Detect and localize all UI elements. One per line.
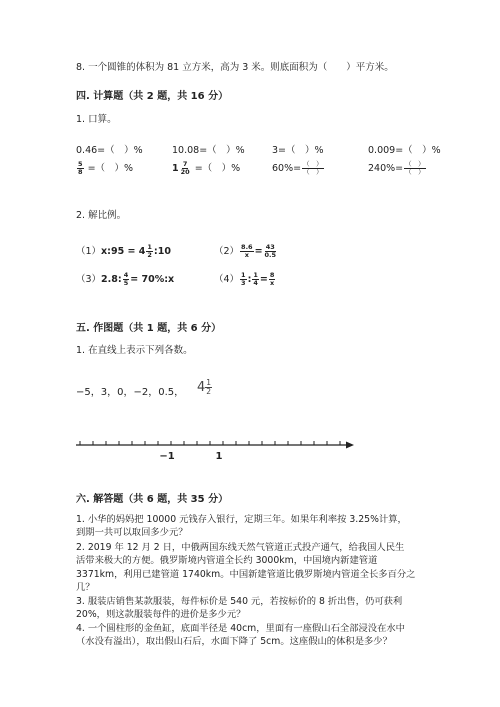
- proportion-4: [214, 272, 276, 287]
- numerator: （ ）: [405, 160, 425, 168]
- denominator: （ ）: [303, 168, 323, 176]
- item-label: （2）: [214, 246, 240, 257]
- fraction: [146, 244, 153, 259]
- oral-calc-6: [172, 161, 240, 176]
- denominator: 2: [147, 251, 152, 259]
- axis-arrow-icon: [346, 442, 354, 449]
- proportion-title: 2. 解比例。: [76, 210, 127, 221]
- colon-sign: :: [247, 274, 252, 285]
- problem-line: （水没有溢出），取出假山石后，水面下降了 5cm。这座假山的体积是多少？: [76, 636, 392, 648]
- expr-left: 2.8:: [101, 274, 122, 285]
- denominator: 0.5: [264, 251, 277, 259]
- whole-part: 1: [172, 163, 179, 174]
- problem-line: 4. 一个圆柱形的金鱼缸，底面半径是 40cm，里面有一座假山石全部浸没在水中: [76, 623, 405, 634]
- oral-calc-3: 3=（ ）%: [272, 145, 324, 156]
- oral-calc-title: 1. 口算。: [76, 114, 117, 125]
- problem-1: [76, 513, 416, 540]
- oral-calc-5: [76, 161, 133, 176]
- problem-line: 3371km，利用已建管道 1740km。中国新建管道比俄罗斯境内管道全长多百分之: [76, 568, 416, 580]
- tick-label-1: 1: [215, 451, 223, 462]
- proportion-3: [76, 272, 174, 287]
- numerator: 8: [269, 271, 275, 279]
- numerator: （ ）: [303, 160, 323, 168]
- problem-line: 活带来极大的方便。俄罗斯境内管道全长约 3000km，中国境内新建管道: [76, 555, 378, 567]
- numerator: 1: [253, 271, 258, 279]
- expr-left: x:95 = 4: [101, 246, 146, 257]
- expr-prefix: 60%=: [272, 163, 302, 174]
- denominator: 2: [206, 387, 212, 396]
- expr-rest: =（ ）%: [194, 163, 241, 174]
- problem-line: 3. 服装店销售某款服装，每件标价是 540 元，若按标价的 8 折出售，仍可获利: [76, 596, 403, 607]
- oral-calc-8: [368, 161, 427, 176]
- fraction: [240, 244, 254, 259]
- fraction: [252, 272, 259, 287]
- numerator: 8.6: [241, 243, 253, 251]
- expr-right: = 70%:x: [130, 274, 175, 285]
- oral-calc-1: 0.46=（ ）%: [76, 145, 143, 156]
- oral-calc-4: 0.009=（ ）%: [368, 145, 441, 156]
- numerator: 4: [123, 271, 129, 279]
- problem-line: 到期一共可以取回多少元？: [76, 527, 188, 539]
- fraction: [269, 272, 276, 287]
- denominator: x: [244, 251, 249, 259]
- equals-sign: =: [259, 274, 268, 285]
- denominator: 20: [180, 168, 190, 176]
- item-label: （4）: [214, 274, 240, 285]
- expr-rest: =（ ）%: [87, 163, 134, 174]
- fraction: [123, 272, 130, 287]
- item-label: （3）: [76, 274, 102, 285]
- denominator: 3: [241, 279, 246, 287]
- denominator: 8: [78, 168, 83, 176]
- fraction: [180, 161, 191, 176]
- problem-line: 2. 2019 年 12 月 2 日，中俄两国东线天然气管道正式投产通气，给我国人民生: [76, 542, 405, 553]
- item-label: （1）: [76, 246, 102, 257]
- fraction: [205, 379, 212, 396]
- oral-calc-2: 10.08=（ ）%: [172, 145, 245, 156]
- numerator: 7: [182, 160, 188, 168]
- problem-2: [76, 541, 416, 594]
- problem-4: [76, 622, 416, 649]
- oral-calc-7: [272, 161, 325, 176]
- problem-line: 20%，则这款服装每件的进价是多少元？: [76, 609, 246, 621]
- denominator: （ ）: [405, 168, 425, 176]
- fraction-blank: [404, 161, 426, 176]
- draw-question-title: 1. 在直线上表示下列各数。: [76, 345, 193, 356]
- numerator: 1: [241, 271, 246, 279]
- denominator: 5: [123, 279, 129, 287]
- problem-line: 几？: [76, 581, 95, 593]
- proportion-2: [214, 244, 278, 259]
- number-list: −5，3，0，−2，0.5，: [76, 387, 185, 398]
- expr-prefix: 240%=: [368, 163, 404, 174]
- problem-3: [76, 595, 416, 622]
- numerator: 43: [265, 243, 275, 251]
- numerator: 5: [78, 160, 83, 168]
- section-5-title: 五. 作图题（共 1 题，共 6 分）: [76, 323, 222, 334]
- equals-sign: =: [254, 246, 263, 257]
- proportion-1: [76, 244, 171, 259]
- problem-line: 1. 小华的妈妈把 10000 元钱存入银行，定期三年。如果年利率按 3.25%计算，: [76, 514, 407, 525]
- fraction: [264, 244, 278, 259]
- fraction-blank: [302, 161, 324, 176]
- expr-right: :10: [153, 246, 171, 257]
- section-4-title: 四. 计算题（共 2 题，共 16 分）: [76, 91, 229, 102]
- section-6-title: 六. 解答题（共 6 题，共 35 分）: [76, 494, 229, 505]
- denominator: 4: [253, 279, 258, 287]
- axis-ticks: [80, 441, 340, 445]
- question-8: 8. 一个圆锥的体积为 81 立方米，高为 3 米。则底面积为（ ）平方米。: [76, 62, 394, 73]
- whole-part: 4: [197, 380, 206, 395]
- mixed-number: [197, 379, 212, 396]
- numerator: 1: [147, 243, 152, 251]
- fraction: [77, 161, 84, 176]
- numerator: 1: [206, 378, 212, 387]
- denominator: x: [270, 279, 275, 287]
- tick-label-neg-1: −1: [159, 451, 175, 462]
- number-line: [70, 432, 360, 464]
- fraction: [240, 272, 247, 287]
